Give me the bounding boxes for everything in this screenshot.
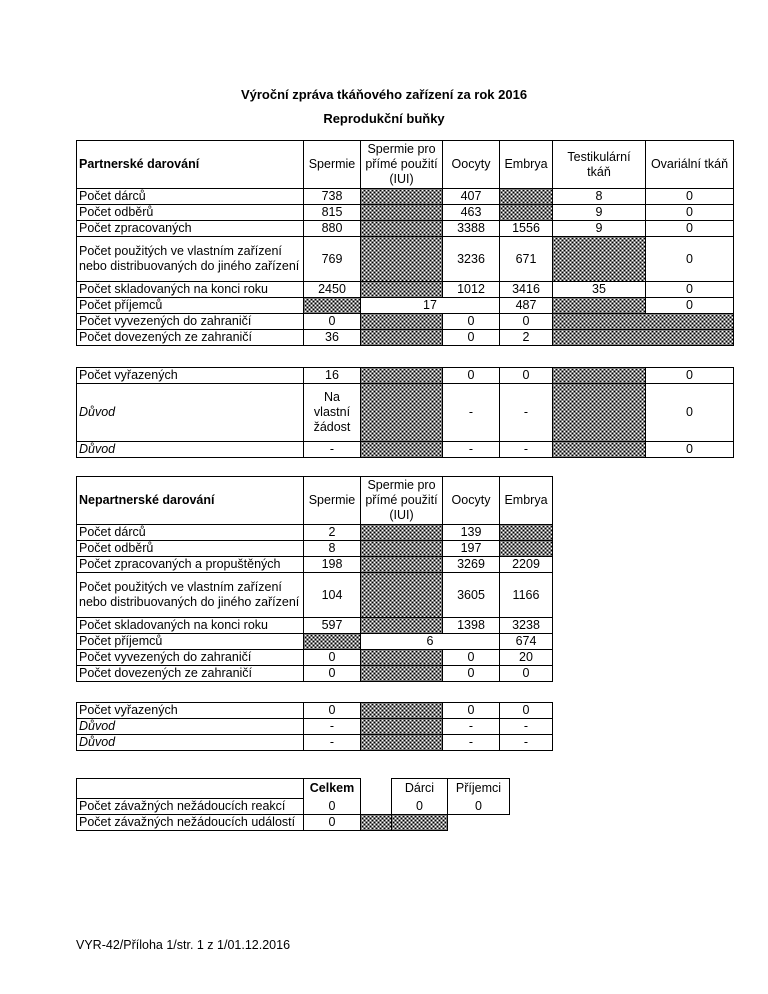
cell: 1556: [500, 221, 553, 237]
section-label: Nepartnerské darování: [77, 477, 304, 525]
row-label: Počet odběrů: [77, 541, 304, 557]
cell: 0: [304, 314, 361, 330]
cell: 2209: [500, 557, 553, 573]
shaded-cell: [304, 634, 361, 650]
cell: 0: [646, 221, 734, 237]
cell: 0: [304, 666, 361, 682]
header-cell: Spermie pro přímé použití (IUI): [361, 141, 443, 189]
section-label: Partnerské darování: [77, 141, 304, 189]
cell: 0: [392, 799, 448, 815]
cell: 0: [646, 298, 734, 314]
cell: 0: [448, 799, 510, 815]
row-label: Počet odběrů: [77, 205, 304, 221]
shaded-cell: [361, 719, 443, 735]
cell: 3236: [443, 237, 500, 282]
row-label: Počet vyřazených: [77, 368, 304, 384]
cell: -: [443, 384, 500, 442]
shaded-cell: [361, 314, 443, 330]
cell: 0: [304, 815, 361, 831]
cell: 3269: [443, 557, 500, 573]
cell: 1166: [500, 573, 553, 618]
row-label: Počet příjemců: [77, 634, 304, 650]
shaded-cell: [361, 189, 443, 205]
cell: -: [304, 735, 361, 751]
shaded-cell: [553, 384, 646, 442]
adverse-header-blank: [77, 779, 304, 799]
shaded-cell: [500, 205, 553, 221]
row-label: Počet zpracovaných a propuštěných: [77, 557, 304, 573]
cell: 0: [443, 368, 500, 384]
cell: -: [304, 719, 361, 735]
shaded-cell: [361, 703, 443, 719]
cell: -: [500, 719, 553, 735]
header-cell: Embrya: [500, 477, 553, 525]
cell: 0: [500, 666, 553, 682]
row-label: Počet použitých ve vlastním zařízení nebo distribuovaných do jiného zařízení: [77, 573, 304, 618]
cell: 139: [443, 525, 500, 541]
cell: 0: [646, 205, 734, 221]
row-label: Důvod: [77, 719, 304, 735]
cell: 0: [500, 314, 553, 330]
row-label: Počet závažných nežádoucích reakcí: [77, 799, 304, 815]
header-cell: Spermie: [304, 477, 361, 525]
shaded-cell: [553, 237, 646, 282]
cell: 35: [553, 282, 646, 298]
cell: 16: [304, 368, 361, 384]
header-cell: Oocyty: [443, 477, 500, 525]
header-cell: Testikulární tkáň: [553, 141, 646, 189]
row-label: Počet dárců: [77, 525, 304, 541]
cell: 674: [500, 634, 553, 650]
header-cell: Dárci: [392, 779, 448, 799]
header-cell: Celkem: [304, 779, 361, 799]
cell: 0: [443, 703, 500, 719]
cell: 0: [443, 314, 500, 330]
row-label: Počet skladovaných na konci roku: [77, 618, 304, 634]
cell: 769: [304, 237, 361, 282]
spacer-cell: [448, 815, 510, 831]
cell: 0: [646, 237, 734, 282]
cell: 8: [553, 189, 646, 205]
shaded-cell: [500, 525, 553, 541]
shaded-cell: [553, 314, 734, 330]
adverse-table: [76, 778, 510, 831]
cell: 9: [553, 221, 646, 237]
cell: 17: [361, 298, 500, 314]
cell: 0: [304, 703, 361, 719]
cell: -: [500, 384, 553, 442]
cell: 0: [646, 384, 734, 442]
cell: 0: [443, 330, 500, 346]
cell: 0: [646, 442, 734, 458]
cell: 671: [500, 237, 553, 282]
row-label: Důvod: [77, 735, 304, 751]
row-label: Počet příjemců: [77, 298, 304, 314]
row-label: Počet vyřazených: [77, 703, 304, 719]
cell: 0: [443, 666, 500, 682]
spacer-cell: [361, 799, 392, 815]
shaded-cell: [361, 815, 392, 831]
row-label: Počet dárců: [77, 189, 304, 205]
cell: 6: [361, 634, 500, 650]
row-label: Počet použitých ve vlastním zařízení nebo distribuovaných do jiného zařízení: [77, 237, 304, 282]
cell: -: [443, 735, 500, 751]
cell: 0: [646, 282, 734, 298]
shaded-cell: [361, 237, 443, 282]
cell: 9: [553, 205, 646, 221]
shaded-cell: [553, 368, 646, 384]
cell: 3238: [500, 618, 553, 634]
shaded-cell: [361, 384, 443, 442]
cell: 8: [304, 541, 361, 557]
shaded-cell: [361, 205, 443, 221]
cell: 198: [304, 557, 361, 573]
cell: 3388: [443, 221, 500, 237]
shaded-cell: [553, 442, 646, 458]
shaded-cell: [553, 330, 734, 346]
header-cell: Embrya: [500, 141, 553, 189]
row-label: Důvod: [77, 384, 304, 442]
report-title: Výroční zpráva tkáňového zařízení za rok 2016: [240, 87, 528, 102]
cell: 20: [500, 650, 553, 666]
row-label: Počet skladovaných na konci roku: [77, 282, 304, 298]
report-subtitle: Reprodukční buňky: [323, 111, 445, 126]
row-label: Počet vyvezených do zahraničí: [77, 650, 304, 666]
cell: 463: [443, 205, 500, 221]
cell: 815: [304, 205, 361, 221]
cell: 407: [443, 189, 500, 205]
header-cell: Spermie pro přímé použití (IUI): [361, 477, 443, 525]
partner-table: [76, 140, 734, 346]
cell: 36: [304, 330, 361, 346]
shaded-cell: [361, 618, 443, 634]
row-label: Počet zpracovaných: [77, 221, 304, 237]
cell: 738: [304, 189, 361, 205]
cell: 0: [646, 189, 734, 205]
cell: Na vlastní žádost: [304, 384, 361, 442]
nonpartner-table: [76, 476, 553, 682]
row-label: Počet dovezených ze zahraničí: [77, 666, 304, 682]
row-label: Počet vyvezených do zahraničí: [77, 314, 304, 330]
cell: 880: [304, 221, 361, 237]
row-label: Důvod: [77, 442, 304, 458]
header-cell: Spermie: [304, 141, 361, 189]
shaded-cell: [361, 221, 443, 237]
row-label: Počet závažných nežádoucích událostí: [77, 815, 304, 831]
cell: 0: [500, 368, 553, 384]
spacer-cell: [361, 779, 392, 799]
header-cell: Příjemci: [448, 779, 510, 799]
cell: 0: [304, 799, 361, 815]
cell: 197: [443, 541, 500, 557]
shaded-cell: [361, 330, 443, 346]
shaded-cell: [304, 298, 361, 314]
cell: 1012: [443, 282, 500, 298]
cell: -: [443, 442, 500, 458]
shaded-cell: [361, 368, 443, 384]
cell: 104: [304, 573, 361, 618]
header-cell: Oocyty: [443, 141, 500, 189]
cell: 2450: [304, 282, 361, 298]
cell: 0: [500, 703, 553, 719]
cell: 0: [304, 650, 361, 666]
shaded-cell: [361, 282, 443, 298]
shaded-cell: [500, 541, 553, 557]
shaded-cell: [392, 815, 448, 831]
shaded-cell: [553, 298, 646, 314]
cell: 3416: [500, 282, 553, 298]
cell: 2: [500, 330, 553, 346]
cell: -: [304, 442, 361, 458]
cell: 597: [304, 618, 361, 634]
cell: 0: [646, 368, 734, 384]
shaded-cell: [500, 189, 553, 205]
shaded-cell: [361, 525, 443, 541]
cell: 0: [443, 650, 500, 666]
shaded-cell: [361, 735, 443, 751]
header-cell: Ovariální tkáň: [646, 141, 734, 189]
shaded-cell: [361, 557, 443, 573]
row-label: Počet dovezených ze zahraničí: [77, 330, 304, 346]
shaded-cell: [361, 666, 443, 682]
cell: 1398: [443, 618, 500, 634]
cell: -: [500, 442, 553, 458]
shaded-cell: [361, 442, 443, 458]
footer-reference: VYR-42/Příloha 1/str. 1 z 1/01.12.2016: [76, 938, 291, 952]
shaded-cell: [361, 541, 443, 557]
cell: 3605: [443, 573, 500, 618]
cell: 487: [500, 298, 553, 314]
cell: 2: [304, 525, 361, 541]
nonpartner-discard-table: [76, 702, 553, 751]
shaded-cell: [361, 650, 443, 666]
partner-discard-table: [76, 367, 734, 458]
shaded-cell: [361, 573, 443, 618]
cell: -: [443, 719, 500, 735]
cell: -: [500, 735, 553, 751]
